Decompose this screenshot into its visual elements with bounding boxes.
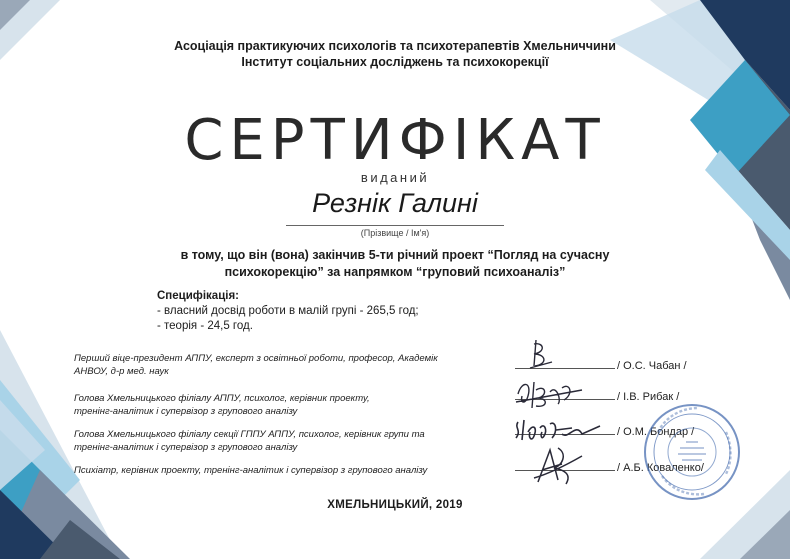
signatory-2-role bbox=[74, 392, 494, 418]
signatory-2-name: / І.В. Рибак / bbox=[617, 391, 680, 403]
signatory-3-role bbox=[74, 428, 494, 454]
signature-4-mark bbox=[528, 444, 588, 486]
signatory-1-name: / О.С. Чабан / bbox=[617, 360, 687, 372]
city-year: ХМЕЛЬНИЦЬКИЙ, 2019 bbox=[327, 499, 463, 511]
signatory-4-role bbox=[74, 464, 494, 477]
signature-1-mark bbox=[522, 338, 562, 372]
organization-line-1: Асоціація практикуючих психологів та психотерапевтів Хмельниччини bbox=[174, 39, 616, 53]
specification bbox=[157, 289, 419, 334]
signatory-1-role-line-2: АНВОУ, д-р мед. наук bbox=[74, 366, 169, 377]
recipient-name: Резнік Галині bbox=[312, 188, 478, 218]
issued-label: виданий bbox=[360, 170, 430, 185]
signatory-2-role-line-2: тренінг-аналітик і супервізор з групового аналізу bbox=[74, 406, 298, 417]
signatory-3-role-line-2: тренінг-аналітик і супервізор з групового аналізу bbox=[74, 442, 298, 453]
certificate-title: СЕРТИФІКАТ bbox=[184, 108, 606, 173]
signatory-4-name: / А.Б. Коваленко/ bbox=[617, 462, 704, 474]
signatory-1-role-line-1: Перший віце-президент АППУ, експерт з освітньої роботи, професор, Академік bbox=[74, 353, 438, 364]
recipient-name-hint: (Прізвище / Ім'я) bbox=[360, 228, 430, 238]
specification-item: - власний досвід роботи в малій групі - 265,5 год; bbox=[157, 305, 419, 317]
specification-heading: Специфікація: bbox=[157, 290, 239, 302]
signatory-4-role-line-1: Психіатр, керівник проекту, тренінг-аналітик і супервізор з групового аналізу bbox=[74, 465, 428, 476]
official-stamp bbox=[642, 402, 742, 502]
signatory-3-name: / О.М. Бондар / bbox=[617, 426, 695, 438]
statement bbox=[120, 247, 670, 281]
signature-3-mark bbox=[512, 414, 607, 446]
statement-line-2: психокорекцію” за напрямком “груповий психоаналіз” bbox=[224, 265, 566, 279]
signatory-3-role-line-1: Голова Хмельницького філіалу секції ГППУ АППУ, психолог, керівник групи та bbox=[74, 429, 425, 440]
signatory-2-role-line-1: Голова Хмельницького філіалу АППУ, психолог, керівник проекту, bbox=[74, 393, 370, 404]
specification-item: - теорія - 24,5 год. bbox=[157, 320, 253, 332]
recipient-name-underline bbox=[286, 225, 504, 226]
organization-line-2: Інститут соціальних досліджень та психокорекції bbox=[241, 55, 549, 69]
statement-line-1: в тому, що він (вона) закінчив 5-ти річний проект “Погляд на сучасну bbox=[180, 248, 610, 262]
signature-2-mark bbox=[512, 374, 592, 412]
signatory-1-role bbox=[74, 352, 494, 378]
